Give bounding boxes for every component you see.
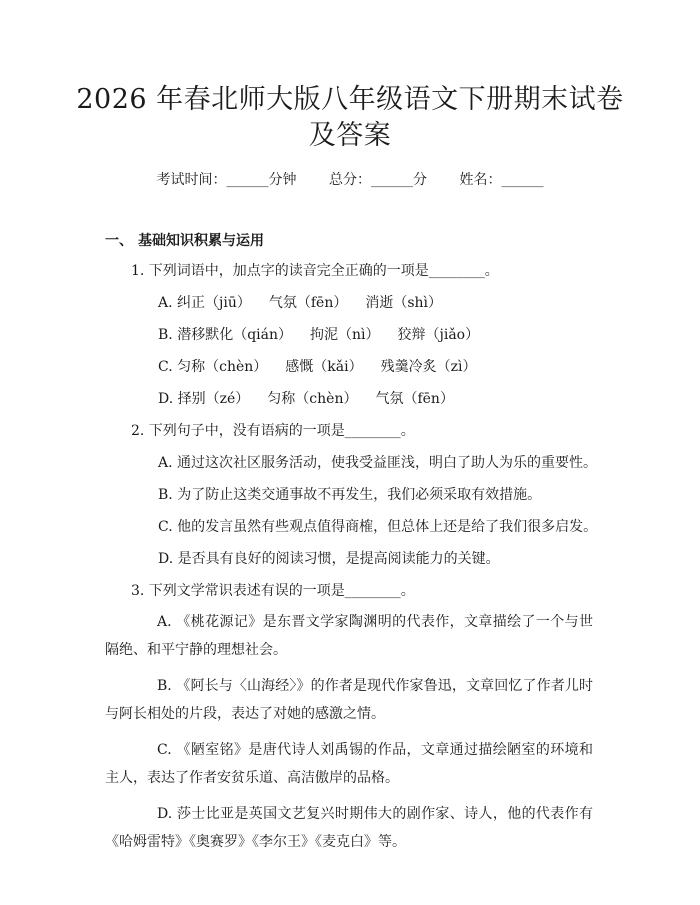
question-3-stem: 3. 下列文学常识表述有误的一项是________。 xyxy=(131,583,415,599)
total-score-field: 总分：______分 xyxy=(329,172,427,188)
option-part: 拘泥（nì） xyxy=(310,327,380,343)
section-number: 一、 xyxy=(105,233,133,249)
option-part: 残羹冷炙（zì） xyxy=(380,359,477,375)
option-part: 气氛（fēn） xyxy=(375,391,454,407)
option-part: 气氛（fēn） xyxy=(268,295,348,311)
option-part: 匀称（chèn） xyxy=(267,391,358,407)
question-1-option-c xyxy=(158,357,476,377)
option-part: 消逝（shì） xyxy=(365,295,443,311)
option-part: 狡辩（jiǎo） xyxy=(397,327,480,343)
student-name-field: 姓名：______ xyxy=(459,172,544,188)
option-part: C. 匀称（chèn） xyxy=(158,359,268,375)
exam-time-field: 考试时间：______分钟 xyxy=(156,172,297,188)
exam-title-line-2: 及答案 xyxy=(308,120,392,151)
option-part: B. 潜移默化（qián） xyxy=(158,327,292,343)
section-heading xyxy=(105,231,264,251)
question-1-option-d xyxy=(158,389,454,409)
question-1-stem: 1. 下列词语中，加点字的读音完全正确的一项是________。 xyxy=(131,263,499,279)
question-2-stem: 2. 下列句子中，没有语病的一项是________。 xyxy=(131,423,415,439)
question-1-option-b xyxy=(158,325,479,345)
question-1-option-a xyxy=(158,293,442,313)
question-2-option-a: A. 通过这次社区服务活动，使我受益匪浅，明白了助人为乐的重要性。 xyxy=(158,455,598,471)
exam-title-line-1: 2026 年春北师大版八年级语文下册期末试卷 xyxy=(76,84,624,115)
question-3-option-b: B. 《阿长与〈山海经〉》的作者是现代作家鲁迅，文章回忆了作者儿时与阿长相处的片段，表达了对她的感激之情。 xyxy=(105,678,593,722)
section-title: 基础知识积累与运用 xyxy=(138,233,264,249)
question-3-option-d: D. 莎士比亚是英国文艺复兴时期伟大的剧作家、诗人，他的代表作有《哈姆雷特》《奥赛罗》《李尔王》《麦克白》等。 xyxy=(105,806,593,850)
question-2-option-b: B. 为了防止这类交通事故不再发生，我们必须采取有效措施。 xyxy=(158,487,542,503)
question-3-option-a: A. 《桃花源记》是东晋文学家陶渊明的代表作，文章描绘了一个与世隔绝、和平宁静的理想社会。 xyxy=(105,614,593,658)
option-part: D. 择别（zé） xyxy=(158,391,250,407)
question-2-option-c: C. 他的发言虽然有些观点值得商榷，但总体上还是给了我们很多启发。 xyxy=(158,519,598,535)
exam-meta-row xyxy=(0,170,700,190)
question-3-option-c: C. 《陋室铭》是唐代诗人刘禹锡的作品，文章通过描绘陋室的环境和主人，表达了作者安贫乐道、高洁傲岸的品格。 xyxy=(105,742,593,786)
question-2-option-d: D. 是否具有良好的阅读习惯，是提高阅读能力的关键。 xyxy=(158,551,500,567)
option-part: A. 纠正（jiū） xyxy=(158,295,251,311)
option-part: 感慨（kǎi） xyxy=(285,359,363,375)
